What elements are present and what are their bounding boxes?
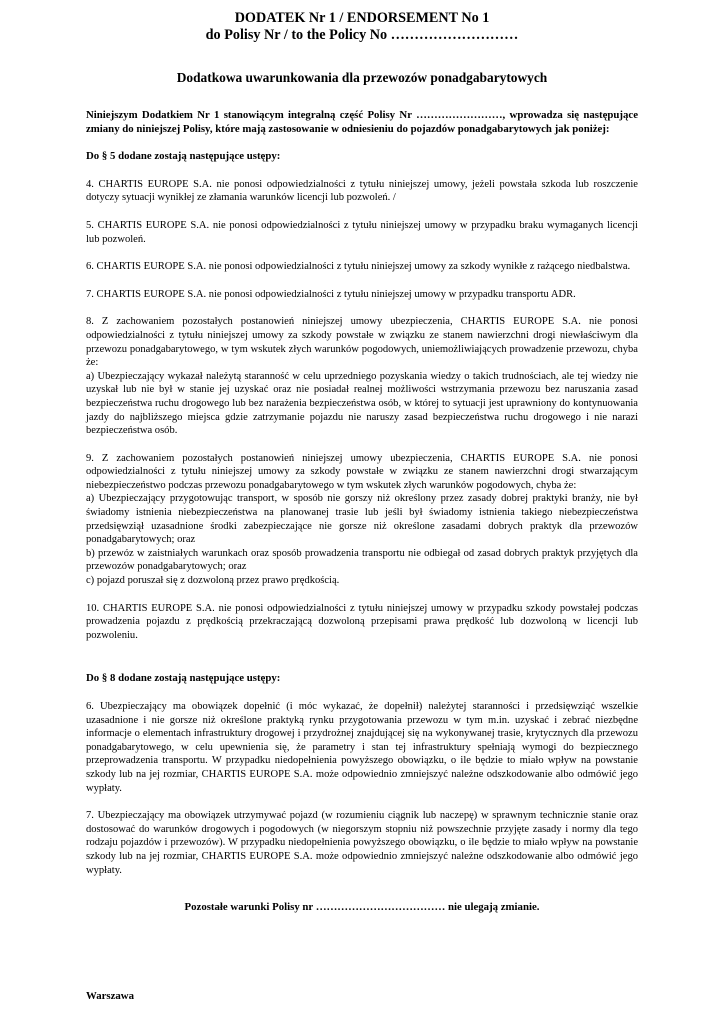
section-5-heading: Do § 5 dodane zostają następujące ustępy: xyxy=(86,150,281,163)
closing-statement: Pozostałe warunki Polisy nr ……………………………… nie ulegają zmianie. xyxy=(184,901,540,914)
paragraph-9-point-b: b) przewóz w zaistniałych warunkach oraz sposób prowadzenia transportu nie odbiegał od zasad dobrych praktyk przyjętych dla przewozów ponadgabarytowych; oraz xyxy=(86,547,638,573)
paragraph-8-main: 8. Z zachowaniem pozostałych postanowień niniejszej umowy ubezpieczenia, CHARTIS EUROPE S.A. nie ponosi odpowiedzialności z tytułu niniejszej umowy za szkody powstałe w związku ze stanem nawierzchni drogi niewłaściwym dla przewozu ponadgabarytowego, w tym wskutek złych warunków pogodowych, uniemożliwiających prowadzenie przewozu, chyba że: xyxy=(86,316,638,369)
document-title-line2: do Polisy Nr / to the Policy No ……………………… xyxy=(205,27,519,43)
paragraph-9-point-a: a) Ubezpieczający przygotowując transport, w sposób nie gorszy niż określony przez zasady dobrej praktyki branży, nie był świadomy istnienia niebezpieczeństwa na planowanej trasie lub jeśli był świadomy istnienia takiego niebezpieczeństwa przedsięwziął uzasadnione środki zabezpieczające nie gorsze niż określone zasadami dobrych praktyk dla przewozów ponadgabarytowych; oraz xyxy=(86,493,638,546)
document-title-line1: DODATEK Nr 1 / ENDORSEMENT No 1 xyxy=(234,10,490,26)
section-5-paragraph-4: 4. CHARTIS EUROPE S.A. nie ponosi odpowiedzialności z tytułu niniejszej umowy, jeżeli powstała szkoda lub roszczenie dotyczy sytuacji wynikłej ze złamania warunków licencji lub pozwoleń. / xyxy=(86,178,638,204)
document-subtitle: Dodatkowa uwarunkowania dla przewozów ponadgabarytowych xyxy=(176,70,548,85)
paragraph-8-point-a: a) Ubezpieczający wykazał należytą staranność w celu uprzedniego pozyskania wiedzy o takich trudnościach, ale tej wiedzy nie uzyskał lub nie był w stanie jej uzyskać oraz nie posiadał realnej możliwości wstrzymania przewozu bez naruszania zasad bezpieczeństwa ruchu drogowego lub bez narażenia bezpieczeństwa osób, w której to sytuacji jest uprawniony do kontynuowania jazdy do najbliższego miejsca gdzie zatrzymanie pojazdu nie naruszy zasad bezpieczeństwa ruchu drogowego i nie narazi bezpieczeństwa osób. xyxy=(86,370,638,437)
paragraph-9-main: 9. Z zachowaniem pozostałych postanowień niniejszej umowy ubezpieczenia, CHARTIS EUROPE S.A. nie ponosi odpowiedzialności z tytułu niniejszej umowy za szkody powstałe w związku ze stanem nawierzchni drogi stwarzającym niebezpieczeństwo podczas przewozu ponadgabarytowego w tym wskutek złych warunków pogodowych, chyba że: xyxy=(86,452,638,491)
section-5-paragraph-9 xyxy=(86,452,638,588)
document-page xyxy=(86,10,638,915)
intro-paragraph: Niniejszym Dodatkiem Nr 1 stanowiącym integralną część Polisy Nr ……………………, wprowadza się następujące zmiany do niniejszej Polisy, które mają zastosowanie w odniesieniu do pojazdów ponadgabarytowych jak poniżej: xyxy=(86,109,638,135)
section-5-paragraph-10: 10. CHARTIS EUROPE S.A. nie ponosi odpowiedzialności z tytułu niniejszej umowy w przypadku szkody powstałej podczas prowadzenia pojazdu z prędkością przekraczającą dozwoloną przepisami prawa prędkość lub dozwoloną w licencji lub pozwoleniu. xyxy=(86,602,638,641)
section-5-paragraph-7: 7. CHARTIS EUROPE S.A. nie ponosi odpowiedzialności z tytułu niniejszej umowy w przypadku transportu ADR. xyxy=(86,288,576,300)
section-8-paragraph-6: 6. Ubezpieczający ma obowiązek dopełnić (i móc wykazać, że dopełnił) należytej staranności i przedsięwziąć wszelkie uzasadnione i nie gorsze niż określone praktyką rynku przygotowania przewozu w tym m.in. uzyskać i zebrać niezbędne informacje o elementach infrastruktury drogowej i przydrożnej znajdującej się na wykonywanej trasie, krytycznych dla przewozu ponadgabarytowego, w celu upewnienia się, że parametry i stan tej infrastruktury spełniają wymogi do bezpiecznego przeprowadzenia transportu. W przypadku niedopełnienia powyższego obowiązku, o ile będzie to miało wpływ na powstanie szkody lub na jej rozmiar, CHARTIS EUROPE S.A. może odpowiednio zmniejszyć należne odszkodowanie albo odmówić jego wypłaty. xyxy=(86,701,638,794)
place-of-issue: Warszawa xyxy=(86,990,134,1002)
paragraph-9-point-c: c) pojazd poruszał się z dozwoloną przez prawo prędkością. xyxy=(86,575,340,587)
section-8-heading: Do § 8 dodane zostają następujące ustępy: xyxy=(86,672,281,685)
section-5-paragraph-6: 6. CHARTIS EUROPE S.A. nie ponosi odpowiedzialności z tytułu niniejszej umowy za szkody wynikłe z rażącego niedbalstwa. xyxy=(86,261,631,273)
section-5-paragraph-5: 5. CHARTIS EUROPE S.A. nie ponosi odpowiedzialności z tytułu niniejszej umowy w przypadku braku wymaganych licencji lub pozwoleń. xyxy=(86,219,638,245)
section-5-paragraph-8 xyxy=(86,315,638,437)
section-8-paragraph-7: 7. Ubezpieczający ma obowiązek utrzymywać pojazd (w rozumieniu ciągnik lub naczepę) w sprawnym technicznie stanie oraz dostosować do warunków drogowych i pogodowych (w niegorszym stopniu niż powszechnie przyjęte zasady i normy dla tego rodzaju pojazdów i przewozów). W przypadku niedopełnienia powyższego obowiązku, o ile będzie to miało wpływ na powstanie szkody lub na jej rozmiar, CHARTIS EUROPE S.A. może odpowiednio zmniejszyć należne odszkodowanie albo odmówić jego wypłaty. xyxy=(86,810,638,876)
